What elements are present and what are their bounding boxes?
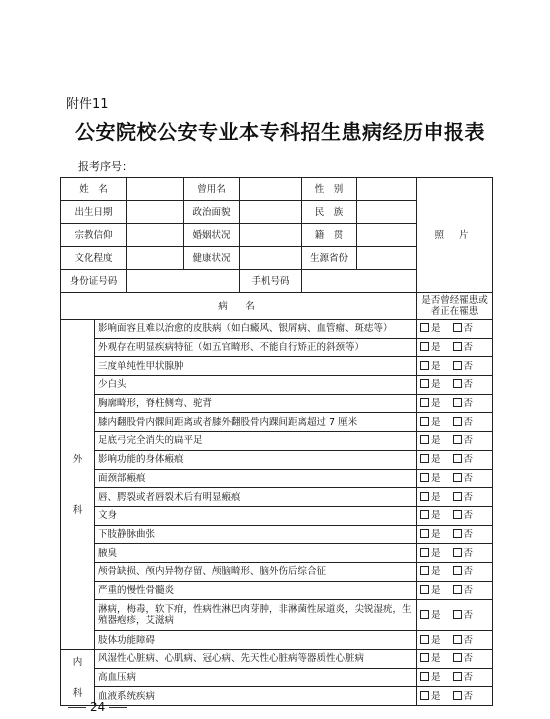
no-checkbox[interactable]: [453, 379, 462, 388]
no-checkbox[interactable]: [453, 610, 462, 619]
no-checkbox[interactable]: [453, 672, 462, 681]
no-label: 否: [463, 547, 474, 559]
internal-category-char: 科: [72, 687, 83, 699]
declaration-form: [60, 177, 493, 706]
no-label: 否: [463, 398, 474, 410]
surgery-disease-row: [61, 376, 493, 395]
internal-category-char: 内: [72, 656, 83, 668]
no-checkbox[interactable]: [453, 691, 462, 700]
yes-label: 是: [431, 435, 441, 447]
education-label: 文化程度: [61, 247, 127, 270]
yes-no-checkbox-group: [417, 488, 493, 507]
internal-disease-row: [61, 650, 493, 669]
political-status-label: 政治面貌: [184, 201, 240, 224]
birth-date-label: 出生日期: [61, 201, 127, 224]
ethnicity-label: 民 族: [302, 201, 357, 224]
no-checkbox[interactable]: [453, 323, 462, 332]
no-label: 否: [463, 454, 474, 466]
yes-label: 是: [431, 510, 441, 522]
marital-status-field[interactable]: [240, 224, 302, 247]
internal-section: [61, 650, 493, 706]
no-label: 否: [463, 634, 474, 646]
surgery-disease-row: [61, 506, 493, 525]
surgery-category-char: 外: [72, 453, 83, 465]
yes-checkbox[interactable]: [420, 342, 429, 351]
yes-checkbox[interactable]: [420, 510, 429, 519]
surgery-disease-row: [61, 450, 493, 469]
origin-province-field[interactable]: [357, 247, 417, 270]
yes-label: 是: [431, 653, 441, 665]
birth-date-field[interactable]: [127, 201, 184, 224]
page-number: 24: [90, 700, 106, 714]
no-label: 否: [463, 584, 474, 596]
religion-label: 宗教信仰: [61, 224, 127, 247]
yes-checkbox[interactable]: [420, 653, 429, 662]
surgery-disease-row: [61, 338, 493, 357]
yes-label: 是: [431, 454, 441, 466]
yes-no-checkbox-group: [417, 600, 493, 631]
ethnicity-field[interactable]: [357, 201, 417, 224]
yes-checkbox[interactable]: [420, 361, 429, 370]
phone-field[interactable]: [302, 270, 417, 293]
yes-no-checkbox-group: [417, 450, 493, 469]
no-checkbox[interactable]: [453, 566, 462, 575]
name-field[interactable]: [127, 178, 184, 201]
no-label: 否: [463, 672, 474, 684]
internal-category-label: [61, 650, 95, 706]
surgery-disease-name: 足底弓完全消失的扁平足: [95, 432, 417, 451]
surgery-disease-row: [61, 357, 493, 376]
yes-no-checkbox-group: [417, 650, 493, 669]
surgery-disease-name: 少白头: [95, 376, 417, 395]
yes-checkbox[interactable]: [420, 691, 429, 700]
surgery-category-label: [61, 320, 95, 650]
yes-checkbox[interactable]: [420, 672, 429, 681]
gender-field[interactable]: [357, 178, 417, 201]
no-checkbox[interactable]: [453, 635, 462, 644]
yes-checkbox[interactable]: [420, 454, 429, 463]
yes-label: 是: [431, 547, 441, 559]
yes-checkbox[interactable]: [420, 566, 429, 575]
education-field[interactable]: [127, 247, 184, 270]
no-checkbox[interactable]: [453, 548, 462, 557]
surgery-section: [61, 320, 493, 650]
yes-label: 是: [431, 634, 441, 646]
yes-label: 是: [431, 398, 441, 410]
yes-no-checkbox-group: [417, 506, 493, 525]
surgery-disease-row: [61, 544, 493, 563]
no-label: 否: [463, 379, 474, 391]
surgery-category-char: 科: [72, 504, 83, 516]
no-checkbox[interactable]: [453, 398, 462, 407]
yes-checkbox[interactable]: [420, 473, 429, 482]
yes-checkbox[interactable]: [420, 529, 429, 538]
surgery-disease-name: 唇、腭裂或者唇裂术后有明显瘢痕: [95, 488, 417, 507]
native-place-field[interactable]: [357, 224, 417, 247]
no-checkbox[interactable]: [453, 473, 462, 482]
page-footer: [64, 700, 131, 714]
surgery-disease-name: 影响功能的身体瘢痕: [95, 450, 417, 469]
internal-disease-row: [61, 668, 493, 687]
surgery-disease-row: [61, 600, 493, 631]
native-place-label: 籍 贯: [302, 224, 357, 247]
yes-label: 是: [431, 690, 441, 702]
no-checkbox[interactable]: [453, 492, 462, 501]
yes-label: 是: [431, 472, 441, 484]
yes-label: 是: [431, 584, 441, 596]
footer-dash-right: [109, 707, 127, 708]
yes-checkbox[interactable]: [420, 323, 429, 332]
religion-field[interactable]: [127, 224, 184, 247]
no-checkbox[interactable]: [453, 361, 462, 370]
name-label: 姓 名: [61, 178, 127, 201]
personal-row-1: [61, 178, 493, 201]
surgery-disease-row: [61, 525, 493, 544]
surgery-disease-name: 影响面容且难以治愈的皮肤病（如白癜风、银屑病、血管瘤、斑痣等）: [95, 320, 417, 339]
yes-label: 是: [431, 491, 441, 503]
surgery-disease-name: 面颈部瘢痕: [95, 469, 417, 488]
photo-box[interactable]: 照 片: [417, 178, 493, 293]
no-checkbox[interactable]: [453, 653, 462, 662]
no-checkbox[interactable]: [453, 342, 462, 351]
surgery-disease-name: 胸廓畸形，脊柱侧弯、驼背: [95, 394, 417, 413]
yes-checkbox[interactable]: [420, 435, 429, 444]
surgery-disease-name: 文身: [95, 506, 417, 525]
id-number-field[interactable]: [127, 270, 240, 293]
surgery-disease-name: 淋病，梅毒，软下疳，性病性淋巴肉芽肿，非淋菌性尿道炎，尖锐湿疣，生殖器疱疹，艾滋病: [95, 600, 417, 631]
attachment-label: 附件11: [66, 97, 109, 112]
yes-label: 是: [431, 379, 441, 391]
surgery-disease-row: [61, 320, 493, 339]
yes-no-checkbox-group: [417, 469, 493, 488]
gender-label: 性 别: [302, 178, 357, 201]
id-number-label: 身份证号码: [61, 270, 127, 293]
surgery-disease-name: 膝内翻股骨内髁间距离或者膝外翻股骨内踝间距离超过 7 厘米: [95, 413, 417, 432]
no-label: 否: [463, 491, 474, 503]
yes-checkbox[interactable]: [420, 585, 429, 594]
disease-header-row: [61, 293, 493, 320]
surgery-disease-row: [61, 488, 493, 507]
yes-checkbox[interactable]: [420, 492, 429, 501]
surgery-disease-row: [61, 469, 493, 488]
surgery-disease-name: 外观存在明显疾病特征（如五官畸形、不能自行矫正的斜颈等）: [95, 338, 417, 357]
no-label: 否: [463, 323, 474, 335]
surgery-disease-name: 下肢静脉曲张: [95, 525, 417, 544]
yes-checkbox[interactable]: [420, 417, 429, 426]
no-label: 否: [463, 342, 474, 354]
yes-label: 是: [431, 566, 441, 578]
yes-checkbox[interactable]: [420, 548, 429, 557]
yes-checkbox[interactable]: [420, 635, 429, 644]
internal-disease-name: 风湿性心脏病、心肌病、冠心病、先天性心脏病等器质性心脏病: [95, 650, 417, 669]
yes-no-checkbox-group: [417, 631, 493, 650]
yes-no-checkbox-group: [417, 562, 493, 581]
yes-no-checkbox-group: [417, 668, 493, 687]
yes-no-checkbox-group: [417, 432, 493, 451]
no-checkbox[interactable]: [453, 585, 462, 594]
yes-no-checkbox-group: [417, 394, 493, 413]
no-checkbox[interactable]: [453, 435, 462, 444]
disease-name-header: 病 名: [61, 293, 417, 320]
no-label: 否: [463, 435, 474, 447]
no-checkbox[interactable]: [453, 454, 462, 463]
yes-label: 是: [431, 672, 441, 684]
status-header: 是否曾经罹患或者正在罹患: [417, 293, 493, 320]
no-label: 否: [463, 609, 474, 621]
no-checkbox[interactable]: [453, 417, 462, 426]
yes-label: 是: [431, 528, 441, 540]
former-name-field[interactable]: [240, 178, 302, 201]
yes-no-checkbox-group: [417, 544, 493, 563]
yes-no-checkbox-group: [417, 320, 493, 339]
political-status-field[interactable]: [240, 201, 302, 224]
internal-disease-name: 血液系统疾病: [95, 687, 417, 706]
origin-province-label: 生源省份: [302, 247, 357, 270]
yes-checkbox[interactable]: [420, 379, 429, 388]
surgery-disease-name: 严重的慢性骨髓炎: [95, 581, 417, 600]
no-label: 否: [463, 416, 474, 428]
yes-no-checkbox-group: [417, 357, 493, 376]
surgery-disease-name: 腋臭: [95, 544, 417, 563]
yes-no-checkbox-group: [417, 376, 493, 395]
no-label: 否: [463, 472, 474, 484]
former-name-label: 曾用名: [184, 178, 240, 201]
surgery-disease-row: [61, 432, 493, 451]
yes-no-checkbox-group: [417, 413, 493, 432]
yes-checkbox[interactable]: [420, 398, 429, 407]
yes-label: 是: [431, 416, 441, 428]
footer-dash-left: [68, 707, 86, 708]
no-label: 否: [463, 566, 474, 578]
no-label: 否: [463, 690, 474, 702]
surgery-disease-name: 三度单纯性甲状腺肿: [95, 357, 417, 376]
yes-label: 是: [431, 360, 441, 372]
surgery-disease-row: [61, 394, 493, 413]
no-label: 否: [463, 510, 474, 522]
surgery-disease-row: [61, 562, 493, 581]
serial-number-label: 报考序号：: [78, 160, 133, 173]
phone-label: 手机号码: [240, 270, 302, 293]
yes-label: 是: [431, 609, 441, 621]
surgery-disease-row: [61, 631, 493, 650]
no-label: 否: [463, 360, 474, 372]
yes-no-checkbox-group: [417, 525, 493, 544]
yes-no-checkbox-group: [417, 581, 493, 600]
health-status-field[interactable]: [240, 247, 302, 270]
marital-status-label: 婚姻状况: [184, 224, 240, 247]
yes-label: 是: [431, 342, 441, 354]
form-title: 公安院校公安专业本专科招生患病经历申报表: [75, 120, 485, 144]
yes-label: 是: [431, 323, 441, 335]
yes-no-checkbox-group: [417, 338, 493, 357]
yes-checkbox[interactable]: [420, 610, 429, 619]
no-label: 否: [463, 653, 474, 665]
no-checkbox[interactable]: [453, 529, 462, 538]
surgery-disease-row: [61, 581, 493, 600]
surgery-disease-row: [61, 413, 493, 432]
no-label: 否: [463, 528, 474, 540]
yes-no-checkbox-group: [417, 687, 493, 706]
health-status-label: 健康状况: [184, 247, 240, 270]
internal-disease-name: 高血压病: [95, 668, 417, 687]
surgery-disease-name: 颅骨缺损、颅内异物存留、颅脑畸形、脑外伤后综合征: [95, 562, 417, 581]
surgery-disease-name: 肢体功能障碍: [95, 631, 417, 650]
no-checkbox[interactable]: [453, 510, 462, 519]
